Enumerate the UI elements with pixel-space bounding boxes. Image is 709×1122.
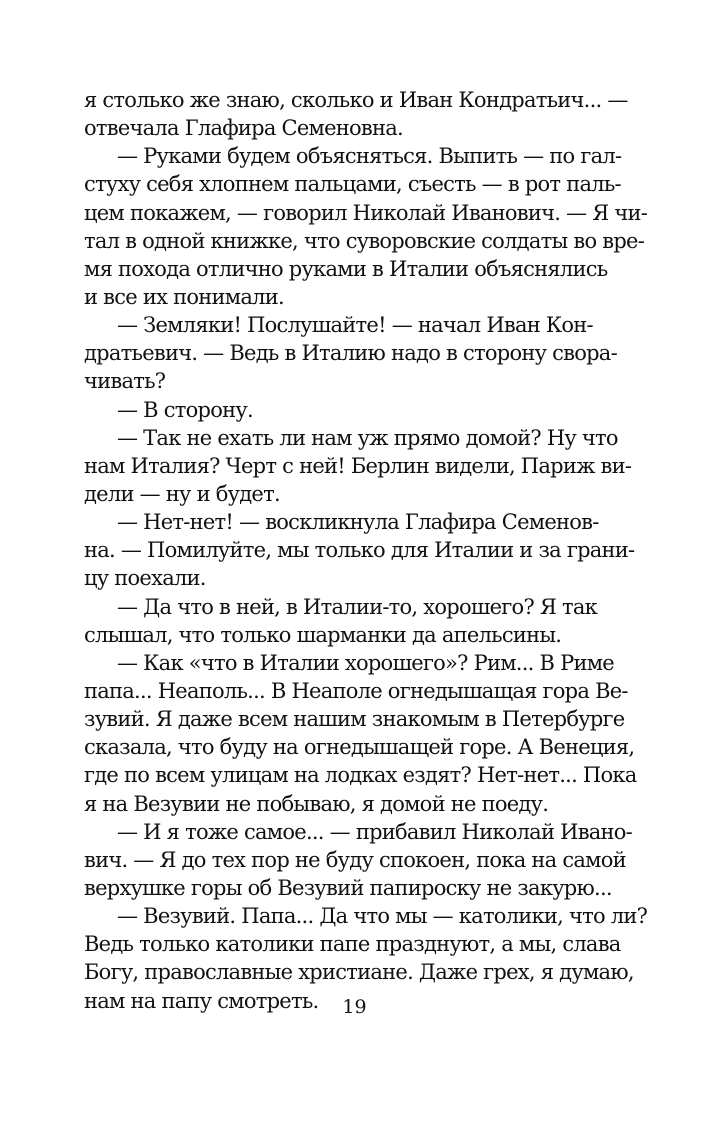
text-line: вич. — Я до тех пор не буду спокоен, пока на самой <box>84 847 626 872</box>
text-line: Ведь только католики папе празднуют, а мы, слава <box>84 932 621 957</box>
text-line: отвечала Глафира Семеновна. <box>84 116 403 141</box>
text-line: Богу, православные христиане. Даже грех, я думаю, <box>84 960 634 985</box>
body-text <box>84 86 684 1015</box>
text-line: сказала, что буду на огнедышащей горе. А Венеция, <box>84 735 635 760</box>
text-line: где по всем улицам на лодках ездят? Нет-нет... Пока <box>84 763 637 788</box>
text-line: дратьевич. — Ведь в Италию надо в сторону свора- <box>84 341 617 366</box>
text-line: — Как «что в Италии хорошего»? Рим... В Риме <box>117 650 614 675</box>
text-line: папа... Неаполь... В Неаполе огнедышащая гора Ве- <box>84 678 628 703</box>
text-line: — Земляки! Послушайте! — начал Иван Кон- <box>117 313 593 338</box>
text-line: — И я тоже самое... — прибавил Николай Ивано- <box>117 819 633 844</box>
text-line: — Так не ехать ли нам уж прямо домой? Ну что <box>117 425 618 450</box>
text-line: и все их понимали. <box>84 284 284 309</box>
text-line: нам на папу смотреть. <box>84 988 319 1013</box>
text-line: слышал, что только шарманки да апельсины. <box>84 622 562 647</box>
text-line: верхушке горы об Везувий папироску не закурю... <box>84 875 612 900</box>
text-line: — Да что в ней, в Италии-то, хорошего? Я так <box>117 594 598 619</box>
text-line: дели — ну и будет. <box>84 481 280 506</box>
text-line: цем покажем, — говорил Николай Иванович. — Я чи- <box>84 200 648 225</box>
text-line: цу поехали. <box>84 566 206 591</box>
text-line: стуху себя хлопнем пальцами, съесть — в рот паль- <box>84 172 621 197</box>
text-line: я столько же знаю, сколько и Иван Кондратьич... — <box>84 88 628 112</box>
text-line: тал в одной книжке, что суворовские солдаты во вре- <box>84 228 645 253</box>
text-line: зувий. Я даже всем нашим знакомым в Петербурге <box>84 707 625 732</box>
text-line: — Нет-нет! — воскликнула Глафира Семенов- <box>117 510 599 535</box>
text-line: чивать? <box>84 369 166 394</box>
text-line: — Руками будем объясняться. Выпить — по гал- <box>117 144 622 169</box>
text-line: мя похода отлично руками в Италии объяснялись <box>84 256 608 281</box>
text-line: — В сторону. <box>117 397 253 422</box>
text-line: на. — Помилуйте, мы только для Италии и за грани- <box>84 538 635 563</box>
text-line: — Везувий. Папа... Да что мы — католики, что ли? <box>117 904 648 929</box>
page-number: 19 <box>342 996 367 1018</box>
text-line: я на Везувии не побываю, я домой не поеду. <box>84 791 549 816</box>
text-line: нам Италия? Черт с ней! Берлин видели, Париж ви- <box>84 453 632 478</box>
